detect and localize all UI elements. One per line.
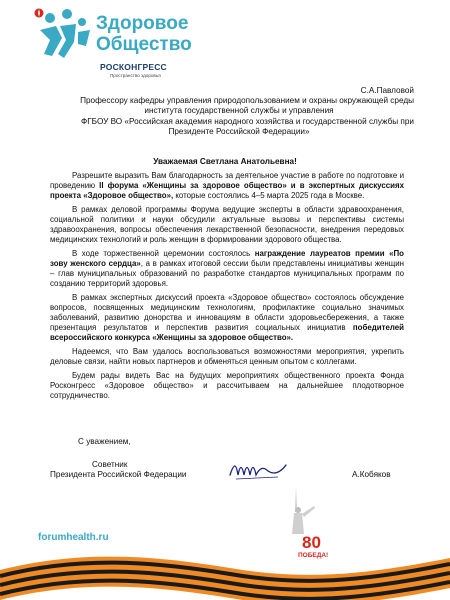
paragraph-4-text-a: В рамках экспертных дискуссий проекта «Здоровое общество» состоялось обсуждение вопросов, посвященных медицинским технологиям, профилактике социально значимых заболеваний, развитию донорства и инновациям в области здоровьесбережения, а также презентация результатов и перспектив развития социальных инициатив: [50, 293, 404, 332]
paragraph-3-text-a: В ходе торжественной церемонии состоялось: [72, 249, 255, 258]
handwritten-signature: [228, 453, 288, 485]
paragraph-1: [50, 171, 404, 201]
anniversary-word: ПОБЕДА!: [298, 552, 329, 559]
logo-text-line1: Здоровое: [96, 13, 189, 34]
anniversary-number: 80: [302, 533, 321, 552]
addressee-line1: Профессору кафедры управления природопользованием и охраны окружающей среды: [80, 96, 414, 106]
paragraph-3-text-c: , а в рамках итоговой сессии были представлены инициативы женщин – глав муниципальных образований по разработке стандартов муниципальных программ по созданию территорий здоровья.: [50, 259, 404, 288]
greeting: Уважаемая Светлана Анатольевна!: [153, 157, 297, 166]
logo-text-line2: Общество: [96, 34, 192, 55]
addressee-name: С.А.Павловой: [360, 86, 414, 95]
roscongress-tagline: Пространство здоровья: [110, 73, 161, 78]
paragraph-1-text-c: которые состоялись 4–5 марта 2025 года в Москве.: [173, 191, 365, 200]
signatory-title-1: Советник: [92, 460, 128, 469]
paragraph-1-bold: II форума «Женщины за здоровое общество» и в экспертных дискуссиях проекта «Здоровое общество»,: [50, 181, 404, 200]
paragraph-3-bold: награждение лауреатов премии «По зову женского сердца»: [50, 249, 404, 268]
addressee-line3: ФГБОУ ВО «Российская академия народного хозяйства и государственной службы при: [81, 116, 414, 126]
zdorovoe-obshchestvo-logo: [34, 8, 234, 78]
paragraph-4: [50, 293, 404, 343]
roscongress-mark-icon: [34, 8, 44, 18]
paragraph-4-bold: победителей всероссийского конкурса «Женщины за здоровое общество».: [50, 323, 404, 342]
signatory-title-2: Президента Российской Федерации: [50, 470, 187, 479]
closing: С уважением,: [78, 437, 131, 446]
roscongress-name: РОСКОНГРЕСС: [100, 62, 167, 72]
paragraph-3: [50, 249, 404, 289]
paragraph-1-text-a: Разрешите выразить Вам благодарность за деятельное участие в работе по подготовке и проведению: [50, 171, 404, 190]
addressee-block: [34, 86, 414, 137]
st-george-ribbon: [0, 510, 450, 600]
website-link[interactable]: forumhealth.ru: [38, 532, 109, 543]
addressee-line2: института государственной службы и управления: [144, 106, 334, 116]
addressee-line4: Президенте Российской Федерации»: [168, 126, 310, 136]
paragraph-2: В рамках деловой программы Форума ведущие эксперты в области здравоохранения, социальной политики и науки обсудили актуальные вызовы и перспективы системы здравоохранения, вопросы обеспечения лекарственной безопасности, внедрения передовых медицинских технологий и роль женщин в формировании здорового общества.: [50, 205, 404, 244]
paragraph-5: Надеемся, что Вам удалось воспользоваться возможностями мероприятия, укрепить деловые связи, найти новых партнеров и обменяться ценным опытом с коллегами.: [50, 347, 404, 366]
signatory-name: А.Кобяков: [352, 470, 391, 479]
letter-body: [50, 171, 404, 405]
paragraph-6: Будем рады видеть Вас на будущих мероприятиях общественного проекта Фонда Росконгресс «Здоровое общество» и рассчитываем на дальнейшее плодотворное сотрудничество.: [50, 371, 404, 400]
